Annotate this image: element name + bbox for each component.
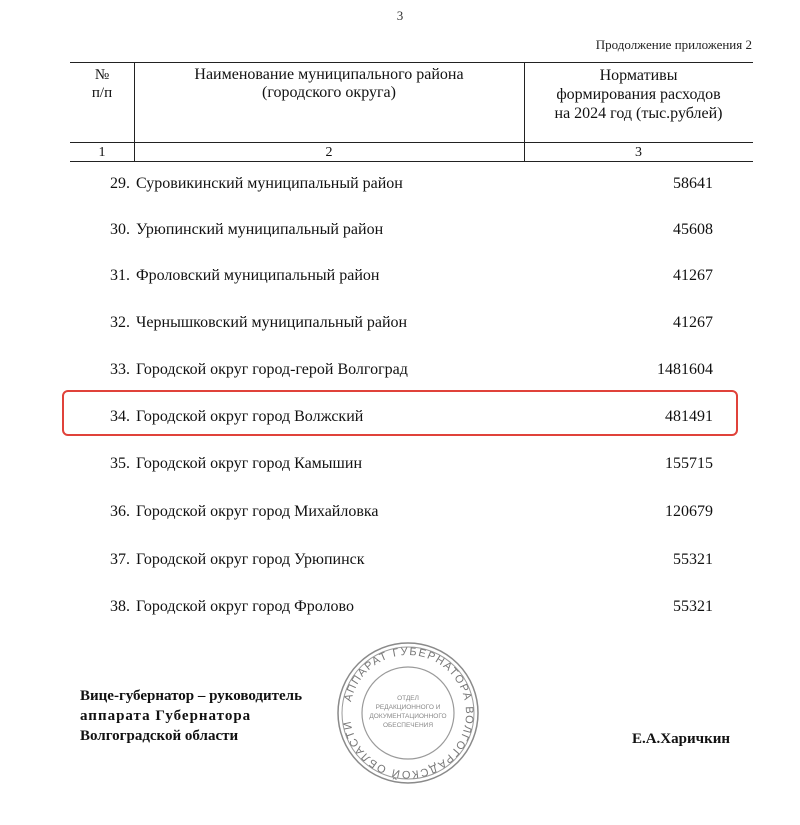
- table-top-border: [70, 62, 753, 63]
- row-number: 38.: [110, 598, 130, 615]
- table-row: [70, 267, 753, 289]
- official-seal: [333, 638, 483, 788]
- svg-text:ОТДЕЛ: ОТДЕЛ: [397, 695, 419, 702]
- row-number: 37.: [110, 551, 130, 568]
- row-highlight-frame: [62, 390, 738, 436]
- position-line2: аппарата Губернатора: [80, 708, 252, 724]
- column-number-3: 3: [635, 145, 642, 160]
- row-number: 31.: [110, 267, 130, 284]
- header-name: [134, 66, 524, 102]
- row-value: 45608: [673, 221, 713, 238]
- page-number: 3: [396, 8, 404, 23]
- row-value: 155715: [665, 455, 713, 472]
- position-line1: Вице-губернатор – руководитель: [80, 688, 303, 704]
- row-number: 30.: [110, 221, 130, 238]
- table-row: [70, 598, 753, 620]
- table-row: [70, 455, 753, 477]
- row-name: Суровикинский муниципальный район: [136, 175, 403, 192]
- row-name: Фроловский муниципальный район: [136, 267, 380, 284]
- table-row: [70, 314, 753, 336]
- row-value: 481491: [665, 408, 713, 425]
- row-name: Чернышковский муниципальный район: [136, 314, 408, 331]
- continuation-label: Продолжение приложения 2: [595, 37, 752, 52]
- row-name: Городской округ город Фролово: [136, 598, 354, 615]
- header-name-line2: (городского округа): [262, 84, 396, 101]
- position-line3: Волгоградской области: [80, 728, 239, 744]
- row-number: 35.: [110, 455, 130, 472]
- column-number-2: 2: [325, 145, 333, 160]
- row-value: 41267: [673, 314, 713, 331]
- row-value: 1481604: [657, 361, 713, 378]
- row-number: 34.: [110, 408, 130, 425]
- row-value: 41267: [673, 267, 713, 284]
- row-value: 55321: [673, 598, 713, 615]
- table-row: [70, 175, 753, 197]
- header-number-line2: п/п: [91, 85, 113, 101]
- header-number: [70, 66, 134, 102]
- row-value: 120679: [665, 503, 713, 520]
- signatory-name: Е.А.Харичкин: [631, 731, 730, 747]
- row-number: 33.: [110, 361, 130, 378]
- svg-text:АППАРАТ ГУБЕРНАТОРА ВОЛГОГРАДС: АППАРАТ ГУБЕРНАТОРА ВОЛГОГРАДСКОЙ ОБЛАСТИ: [341, 645, 476, 781]
- colnum-bottom-border: [70, 161, 753, 162]
- row-name: Урюпинский муниципальный район: [136, 221, 384, 238]
- header-bottom-border: [70, 142, 753, 143]
- row-value: 58641: [673, 175, 713, 192]
- table-row: [70, 221, 753, 243]
- header-norms-line2: формирования расходов: [556, 86, 721, 103]
- table-row: [70, 361, 753, 383]
- header-norms-line3: на 2024 год (тыс.рублей): [554, 105, 723, 122]
- header-number-line1: №: [94, 67, 110, 83]
- table-row: [70, 503, 753, 525]
- row-name: Городской округ город Михайловка: [136, 503, 379, 520]
- row-name: Городской округ город Волжский: [136, 408, 364, 425]
- row-number: 32.: [110, 314, 130, 331]
- header-norms-line1: Нормативы: [599, 67, 678, 84]
- row-value: 55321: [673, 551, 713, 568]
- signatory-position: [80, 686, 302, 746]
- row-name: Городской округ город-герой Волгоград: [136, 361, 408, 378]
- svg-text:РЕДАКЦИОННОГО И: РЕДАКЦИОННОГО И: [375, 704, 441, 711]
- table-row: [70, 551, 753, 573]
- row-number: 29.: [110, 175, 130, 192]
- svg-text:ОБЕСПЕЧЕНИЯ: ОБЕСПЕЧЕНИЯ: [382, 722, 434, 729]
- row-number: 36.: [110, 503, 130, 520]
- header-norms: [524, 66, 753, 123]
- row-name: Городской округ город Камышин: [136, 455, 362, 472]
- svg-text:ДОКУМЕНТАЦИОННОГО: ДОКУМЕНТАЦИОННОГО: [369, 713, 447, 720]
- header-name-line1: Наименование муниципального района: [194, 66, 464, 83]
- column-number-1: 1: [98, 145, 106, 160]
- row-name: Городской округ город Урюпинск: [136, 551, 365, 568]
